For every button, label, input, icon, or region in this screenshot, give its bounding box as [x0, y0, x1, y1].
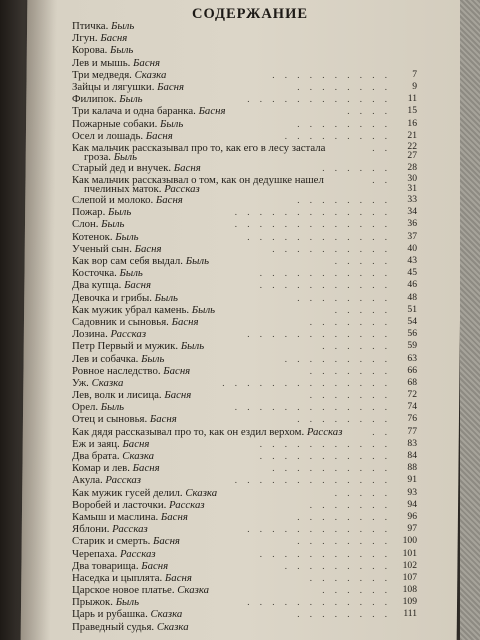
leader-dots: . . . . . .	[322, 162, 391, 173]
story-title: Как вор сам себя выдал.	[72, 255, 186, 267]
story-genre: Рассказ	[169, 498, 205, 511]
toc-entry	[72, 231, 417, 243]
page-number: 66	[407, 364, 417, 376]
toc-entry	[72, 413, 417, 425]
toc-entry	[72, 243, 417, 255]
toc-entry-title	[72, 487, 217, 499]
leader-dots: . . . . . . . . . .	[272, 69, 391, 80]
page-number: 7	[412, 68, 417, 80]
page-number: 21	[407, 129, 417, 141]
leader-dots: . . . . . . . .	[297, 536, 391, 547]
toc-entry	[72, 44, 417, 56]
leader-dots: . . . . . . . . . . . .	[247, 329, 391, 340]
page-number: 91	[407, 474, 417, 486]
story-title: Девочка и грибы.	[72, 291, 155, 304]
toc-entry-title	[72, 231, 139, 243]
leader-dots: . . . . . . .	[309, 390, 391, 401]
leader-dots: . . . . . . . . . . .	[259, 280, 391, 291]
leader-dots: . . . . . . . .	[297, 414, 391, 425]
toc-entry-title	[72, 511, 188, 523]
leader-dots: . . . . . . . .	[297, 292, 391, 303]
leader-dots: . . . . . . . . . . . . .	[234, 219, 391, 230]
page-number: 72	[407, 389, 417, 401]
leader-dots: . . . . . . . . . . . .	[247, 94, 391, 105]
story-title: Котенок.	[72, 230, 116, 243]
leader-dots: . . . . . . . . . .	[272, 463, 391, 474]
story-title: Лгун.	[72, 32, 101, 45]
story-title: Два товарища.	[72, 559, 142, 572]
toc-entry-title	[72, 450, 154, 462]
story-title-continuation: гроза. Быль	[84, 150, 137, 163]
toc-entry	[72, 548, 417, 560]
leader-dots: . . . . . . . . .	[284, 353, 391, 364]
toc-entry	[72, 377, 417, 389]
toc-entry	[72, 535, 417, 547]
story-genre: Рассказ	[110, 328, 147, 341]
toc-entry	[72, 438, 417, 450]
leader-dots: . . . . . . . . . . . .	[247, 597, 391, 608]
story-genre: Рассказ	[164, 183, 200, 196]
leader-dots: . . . . . . .	[309, 316, 391, 327]
story-genre: Быль	[160, 117, 184, 130]
leader-dots: . . . . .	[334, 304, 391, 315]
leader-dots: . . . . . . . . . . . . .	[234, 207, 391, 218]
story-genre: Быль	[115, 230, 139, 243]
story-genre: Сказка	[122, 450, 155, 462]
page-number: 51	[407, 303, 417, 315]
toc-entry-title	[72, 499, 205, 511]
toc-entry-title	[72, 365, 190, 377]
toc-entry	[72, 32, 417, 44]
story-title: Как мужик гусей делил.	[72, 486, 186, 499]
story-title: Ученый сын.	[72, 242, 135, 255]
story-title: Слон.	[72, 218, 102, 231]
toc-entry-title	[72, 243, 162, 255]
story-title: Наседка и цыплята.	[72, 571, 165, 584]
story-genre: Басня	[149, 413, 177, 426]
story-title: Петр Первый и мужик.	[72, 340, 181, 353]
page-title: СОДЕРЖАНИЕ	[191, 6, 309, 22]
toc-entry-title	[72, 596, 139, 608]
story-title: Косточка.	[72, 267, 120, 280]
toc-entry-title	[72, 130, 173, 142]
toc-entry-title	[72, 218, 124, 230]
leader-dots: . . . . . . .	[309, 572, 391, 583]
story-genre: Быль	[180, 340, 205, 353]
leader-dots: . . . . . . . .	[297, 511, 391, 522]
page-number: 102	[402, 559, 417, 571]
story-genre: Басня	[160, 510, 188, 523]
toc-entry-title	[72, 389, 191, 401]
toc-entry-title	[72, 462, 160, 474]
page-number: 40	[407, 242, 417, 254]
story-title: Комар и лев.	[72, 462, 133, 475]
toc-entry-title	[72, 316, 199, 328]
toc-entry	[72, 20, 417, 32]
story-genre: Басня	[134, 242, 162, 255]
page-number: 28	[407, 161, 417, 173]
story-genre: Сказка	[91, 376, 124, 389]
toc-entry	[72, 450, 417, 462]
story-title: Осел и лошадь.	[72, 129, 146, 142]
toc-entry-title	[72, 93, 143, 105]
story-title: Три медведя.	[72, 68, 135, 81]
leader-dots: . . . . . . . .	[297, 118, 391, 129]
toc-entry-title	[72, 523, 148, 535]
story-title: Камыш и маслина.	[72, 510, 161, 523]
toc-entry	[72, 621, 417, 633]
leader-dots: . . . . . . . . . . . .	[247, 231, 391, 242]
leader-dots: . . . . .	[334, 487, 391, 498]
story-title: Как дядя рассказывал про то, как он ездил верхом.	[72, 425, 307, 438]
toc-entry-title	[72, 413, 177, 425]
story-title-continuation: пчелиных маток. Рассказ	[84, 183, 200, 196]
page-number: 54	[407, 315, 417, 327]
page-number: 45	[407, 267, 417, 279]
table-of-contents	[72, 20, 417, 633]
toc-entry	[72, 279, 417, 291]
story-genre: Быль	[111, 20, 135, 32]
leader-dots: . . . . . . . . .	[284, 130, 391, 141]
page-number: 33	[407, 194, 417, 206]
story-genre: Быль	[101, 218, 125, 231]
toc-entry	[72, 426, 417, 438]
toc-entry	[72, 474, 417, 486]
page-number: 93	[407, 486, 417, 498]
story-title: Царь и рубашка.	[72, 608, 151, 621]
page-number: 56	[407, 328, 417, 340]
toc-entry-title	[72, 438, 149, 450]
toc-entry-title	[72, 340, 204, 352]
page-gutter-shadow	[21, 0, 58, 640]
toc-entry	[72, 142, 417, 162]
page-number: 84	[407, 450, 417, 461]
story-genre: Рассказ	[120, 547, 156, 560]
story-title: Как мальчик рассказывал о том, как он дедушке нашел	[72, 174, 324, 187]
toc-entry-title	[72, 304, 215, 316]
story-title: Лев, волк и лисица.	[72, 389, 165, 402]
story-genre: Басня	[155, 194, 183, 207]
toc-entry	[72, 162, 417, 174]
toc-entry	[72, 93, 417, 105]
page-number: 96	[407, 510, 417, 522]
leader-dots: . . . . . .	[322, 341, 391, 352]
page-number: 22 27	[407, 140, 417, 162]
toc-entry-title	[72, 401, 124, 413]
toc-entry-title	[72, 474, 141, 486]
toc-entry	[72, 194, 417, 206]
toc-entry-title	[72, 572, 192, 584]
story-genre: Басня	[164, 389, 192, 402]
page-number: 43	[407, 255, 417, 266]
toc-entry	[72, 118, 417, 130]
toc-entry-title	[72, 292, 178, 304]
toc-entry	[72, 572, 417, 584]
toc-entry	[72, 57, 417, 69]
toc-entry-title	[72, 81, 184, 93]
story-genre: Быль	[191, 303, 216, 316]
page-number: 37	[407, 230, 417, 242]
toc-entry-title	[72, 57, 160, 69]
story-genre: Басня	[153, 535, 180, 548]
page-number: 9	[412, 80, 417, 92]
story-title: Ровное наследство.	[72, 364, 164, 377]
story-genre: Сказка	[177, 584, 210, 597]
page-number: 63	[407, 352, 417, 364]
story-title: Пожар.	[72, 206, 108, 219]
toc-entry	[72, 560, 417, 572]
toc-entry	[72, 462, 417, 474]
page-number: 109	[402, 596, 417, 608]
story-genre: Басня	[124, 279, 151, 292]
page-number: 94	[407, 498, 417, 510]
toc-entry	[72, 596, 417, 608]
story-title: Царское новое платье.	[72, 584, 178, 597]
toc-entry	[72, 523, 417, 535]
story-genre: Басня	[133, 56, 160, 69]
page-number: 36	[407, 218, 417, 230]
toc-entry-title	[72, 377, 123, 389]
story-title: Старик и смерть.	[72, 535, 154, 548]
toc-entry	[72, 487, 417, 499]
toc-entry-title	[72, 69, 166, 81]
toc-entry-title	[72, 608, 182, 620]
story-genre: Сказка	[134, 68, 167, 81]
toc-entry	[72, 255, 417, 267]
page-number: 108	[402, 584, 417, 596]
leader-dots: . . . . .	[334, 256, 391, 266]
story-title: Лозина.	[72, 328, 111, 341]
leader-dots: . .	[372, 175, 391, 186]
story-genre: Басня	[173, 161, 201, 174]
story-title: Акула.	[72, 474, 106, 487]
story-genre: Сказка	[185, 486, 218, 499]
story-genre: Басня	[163, 364, 191, 377]
page-number: 101	[402, 547, 417, 559]
story-title: Черепаха.	[72, 547, 121, 560]
story-genre: Басня	[132, 462, 160, 475]
toc-entry	[72, 328, 417, 340]
leader-dots: . . . .	[347, 106, 391, 117]
story-title: Два брата.	[72, 450, 123, 462]
toc-entry-title	[72, 548, 156, 560]
toc-entry-title	[72, 20, 134, 32]
toc-entry	[72, 206, 417, 218]
story-genre: Быль	[110, 44, 134, 57]
leader-dots: . . . . . . . . . . . .	[247, 524, 391, 535]
toc-entry-title	[72, 279, 151, 291]
leader-dots: . . . . . . . . .	[284, 560, 391, 571]
toc-entry	[72, 499, 417, 511]
story-genre: Быль	[141, 352, 165, 365]
story-title: Уж.	[72, 376, 92, 389]
toc-entry	[72, 365, 417, 377]
toc-entry	[72, 353, 417, 365]
story-title: Пожарные собаки.	[72, 117, 160, 130]
leader-dots: . . . . . . . . . . . . .	[234, 402, 391, 413]
story-genre: Сказка	[150, 608, 183, 621]
story-genre: Быль	[154, 291, 178, 304]
toc-entry	[72, 389, 417, 401]
leader-dots: . . . . . . . .	[297, 195, 391, 206]
toc-entry-title	[72, 255, 209, 267]
page-number: 74	[407, 401, 417, 413]
page-number: 48	[407, 291, 417, 303]
leader-dots: . . . . . . . . . . .	[259, 451, 391, 461]
story-genre: Быль	[113, 150, 137, 163]
story-genre: Басня	[141, 559, 169, 572]
toc-entry	[72, 340, 417, 352]
story-genre: Басня	[145, 129, 173, 142]
story-title: Лев и мышь.	[72, 56, 134, 69]
story-title: Садовник и сыновья.	[72, 315, 172, 328]
story-genre: Быль	[115, 596, 139, 609]
story-title: Птичка.	[72, 20, 111, 32]
story-genre: Басня	[164, 571, 192, 584]
story-genre: Рассказ	[112, 523, 148, 536]
toc-entry-title	[72, 194, 183, 206]
toc-entry	[72, 608, 417, 620]
toc-entry-title	[72, 621, 189, 633]
toc-entry-title	[72, 118, 183, 130]
page-number: 34	[407, 206, 417, 218]
leader-dots: . . . . . . .	[309, 365, 391, 376]
story-genre: Быль	[100, 401, 125, 414]
page-number: 11	[407, 93, 417, 105]
story-title: Отец и сыновья.	[72, 413, 150, 426]
story-title: Зайцы и лягушки.	[72, 80, 158, 93]
toc-entry-title	[72, 426, 342, 438]
leader-dots: . . . . . . . . . . . . .	[234, 475, 391, 486]
leader-dots: . . . . . . . . . . .	[259, 548, 391, 559]
page-number: 59	[407, 340, 417, 352]
page-number: 15	[407, 105, 417, 117]
story-genre: Сказка	[156, 620, 189, 633]
story-title: Три калача и одна баранка.	[72, 105, 199, 118]
toc-entry	[72, 316, 417, 328]
toc-entry	[72, 81, 417, 93]
page-number: 107	[402, 571, 417, 583]
story-title: Корова.	[72, 44, 111, 57]
leader-dots: . . . . . . . .	[297, 81, 391, 92]
book-spine	[0, 0, 24, 640]
page-number: 68	[407, 376, 417, 388]
page-number: 46	[407, 279, 417, 291]
leader-dots: . . . . . . . . . .	[272, 243, 391, 254]
leader-dots: . . . . . . . .	[297, 609, 391, 620]
story-title: Филипок.	[72, 93, 120, 106]
story-title: Прыжок.	[72, 596, 116, 609]
story-title: Еж и заяц.	[72, 437, 123, 450]
story-title: Орел.	[72, 401, 101, 414]
story-genre: Басня	[171, 315, 199, 328]
toc-entry-title	[72, 535, 180, 547]
story-title: Праведный судья.	[72, 620, 157, 633]
page-number: 88	[407, 462, 417, 474]
story-genre: Быль	[119, 93, 143, 106]
toc-entry	[72, 401, 417, 413]
story-genre: Быль	[107, 206, 132, 219]
story-genre: Быль	[119, 267, 143, 280]
leader-dots: . . . . . .	[322, 585, 391, 596]
story-genre: Басня	[122, 437, 150, 450]
story-genre: Басня	[100, 32, 128, 45]
leader-dots: . . . . . . .	[309, 499, 391, 510]
toc-entry	[72, 511, 417, 523]
book-cover-edge	[460, 0, 480, 640]
page-number: 77	[407, 425, 417, 437]
toc-entry	[72, 174, 417, 194]
page-number: 16	[407, 117, 417, 129]
toc-entry	[72, 584, 417, 596]
leader-dots: . . . . . . . . . . .	[259, 438, 391, 449]
page-number: 100	[402, 535, 417, 547]
toc-entry-title	[72, 44, 133, 56]
toc-entry-title	[72, 267, 143, 279]
story-genre: Басня	[157, 80, 185, 93]
toc-entry-title	[72, 560, 168, 572]
toc-entry	[72, 267, 417, 279]
toc-entry	[72, 105, 417, 117]
page-number: 111	[403, 608, 417, 620]
story-title: Яблони.	[72, 523, 113, 536]
toc-entry	[72, 304, 417, 316]
toc-entry-title	[72, 584, 209, 596]
toc-entry-title	[72, 353, 164, 365]
story-title: Два купца.	[72, 279, 125, 292]
toc-entry	[72, 292, 417, 304]
story-title: Старый дед и внучек.	[72, 161, 174, 174]
leader-dots: . .	[372, 142, 391, 153]
page-number: 83	[407, 437, 417, 449]
story-title: Слепой и молоко.	[72, 194, 156, 207]
story-title: Лев и собачка.	[72, 352, 142, 365]
toc-entry	[72, 218, 417, 230]
toc-entry-title	[72, 162, 201, 174]
toc-entry-title	[72, 328, 146, 340]
page-number: 30 31	[407, 173, 417, 194]
toc-entry	[72, 130, 417, 142]
story-title: Как мальчик рассказывал про то, как его в лесу застала	[72, 141, 326, 154]
page-number: 76	[407, 413, 417, 425]
toc-entry-title	[72, 32, 127, 44]
toc-entry-title	[72, 206, 131, 218]
page-number: 97	[407, 523, 417, 535]
leader-dots: . . . . . . . . . . . . . .	[222, 377, 391, 388]
toc-entry	[72, 69, 417, 81]
story-title: Как мужик убрал камень.	[72, 303, 192, 316]
story-title: Воробей и ласточки.	[72, 498, 170, 511]
story-genre: Рассказ	[306, 425, 343, 438]
leader-dots: . . . . . . . . . . .	[259, 268, 391, 279]
story-genre: Быль	[185, 255, 210, 267]
story-genre: Рассказ	[105, 474, 141, 487]
toc-entry-title	[72, 105, 226, 117]
story-genre: Басня	[198, 105, 226, 118]
leader-dots: . .	[372, 426, 391, 437]
